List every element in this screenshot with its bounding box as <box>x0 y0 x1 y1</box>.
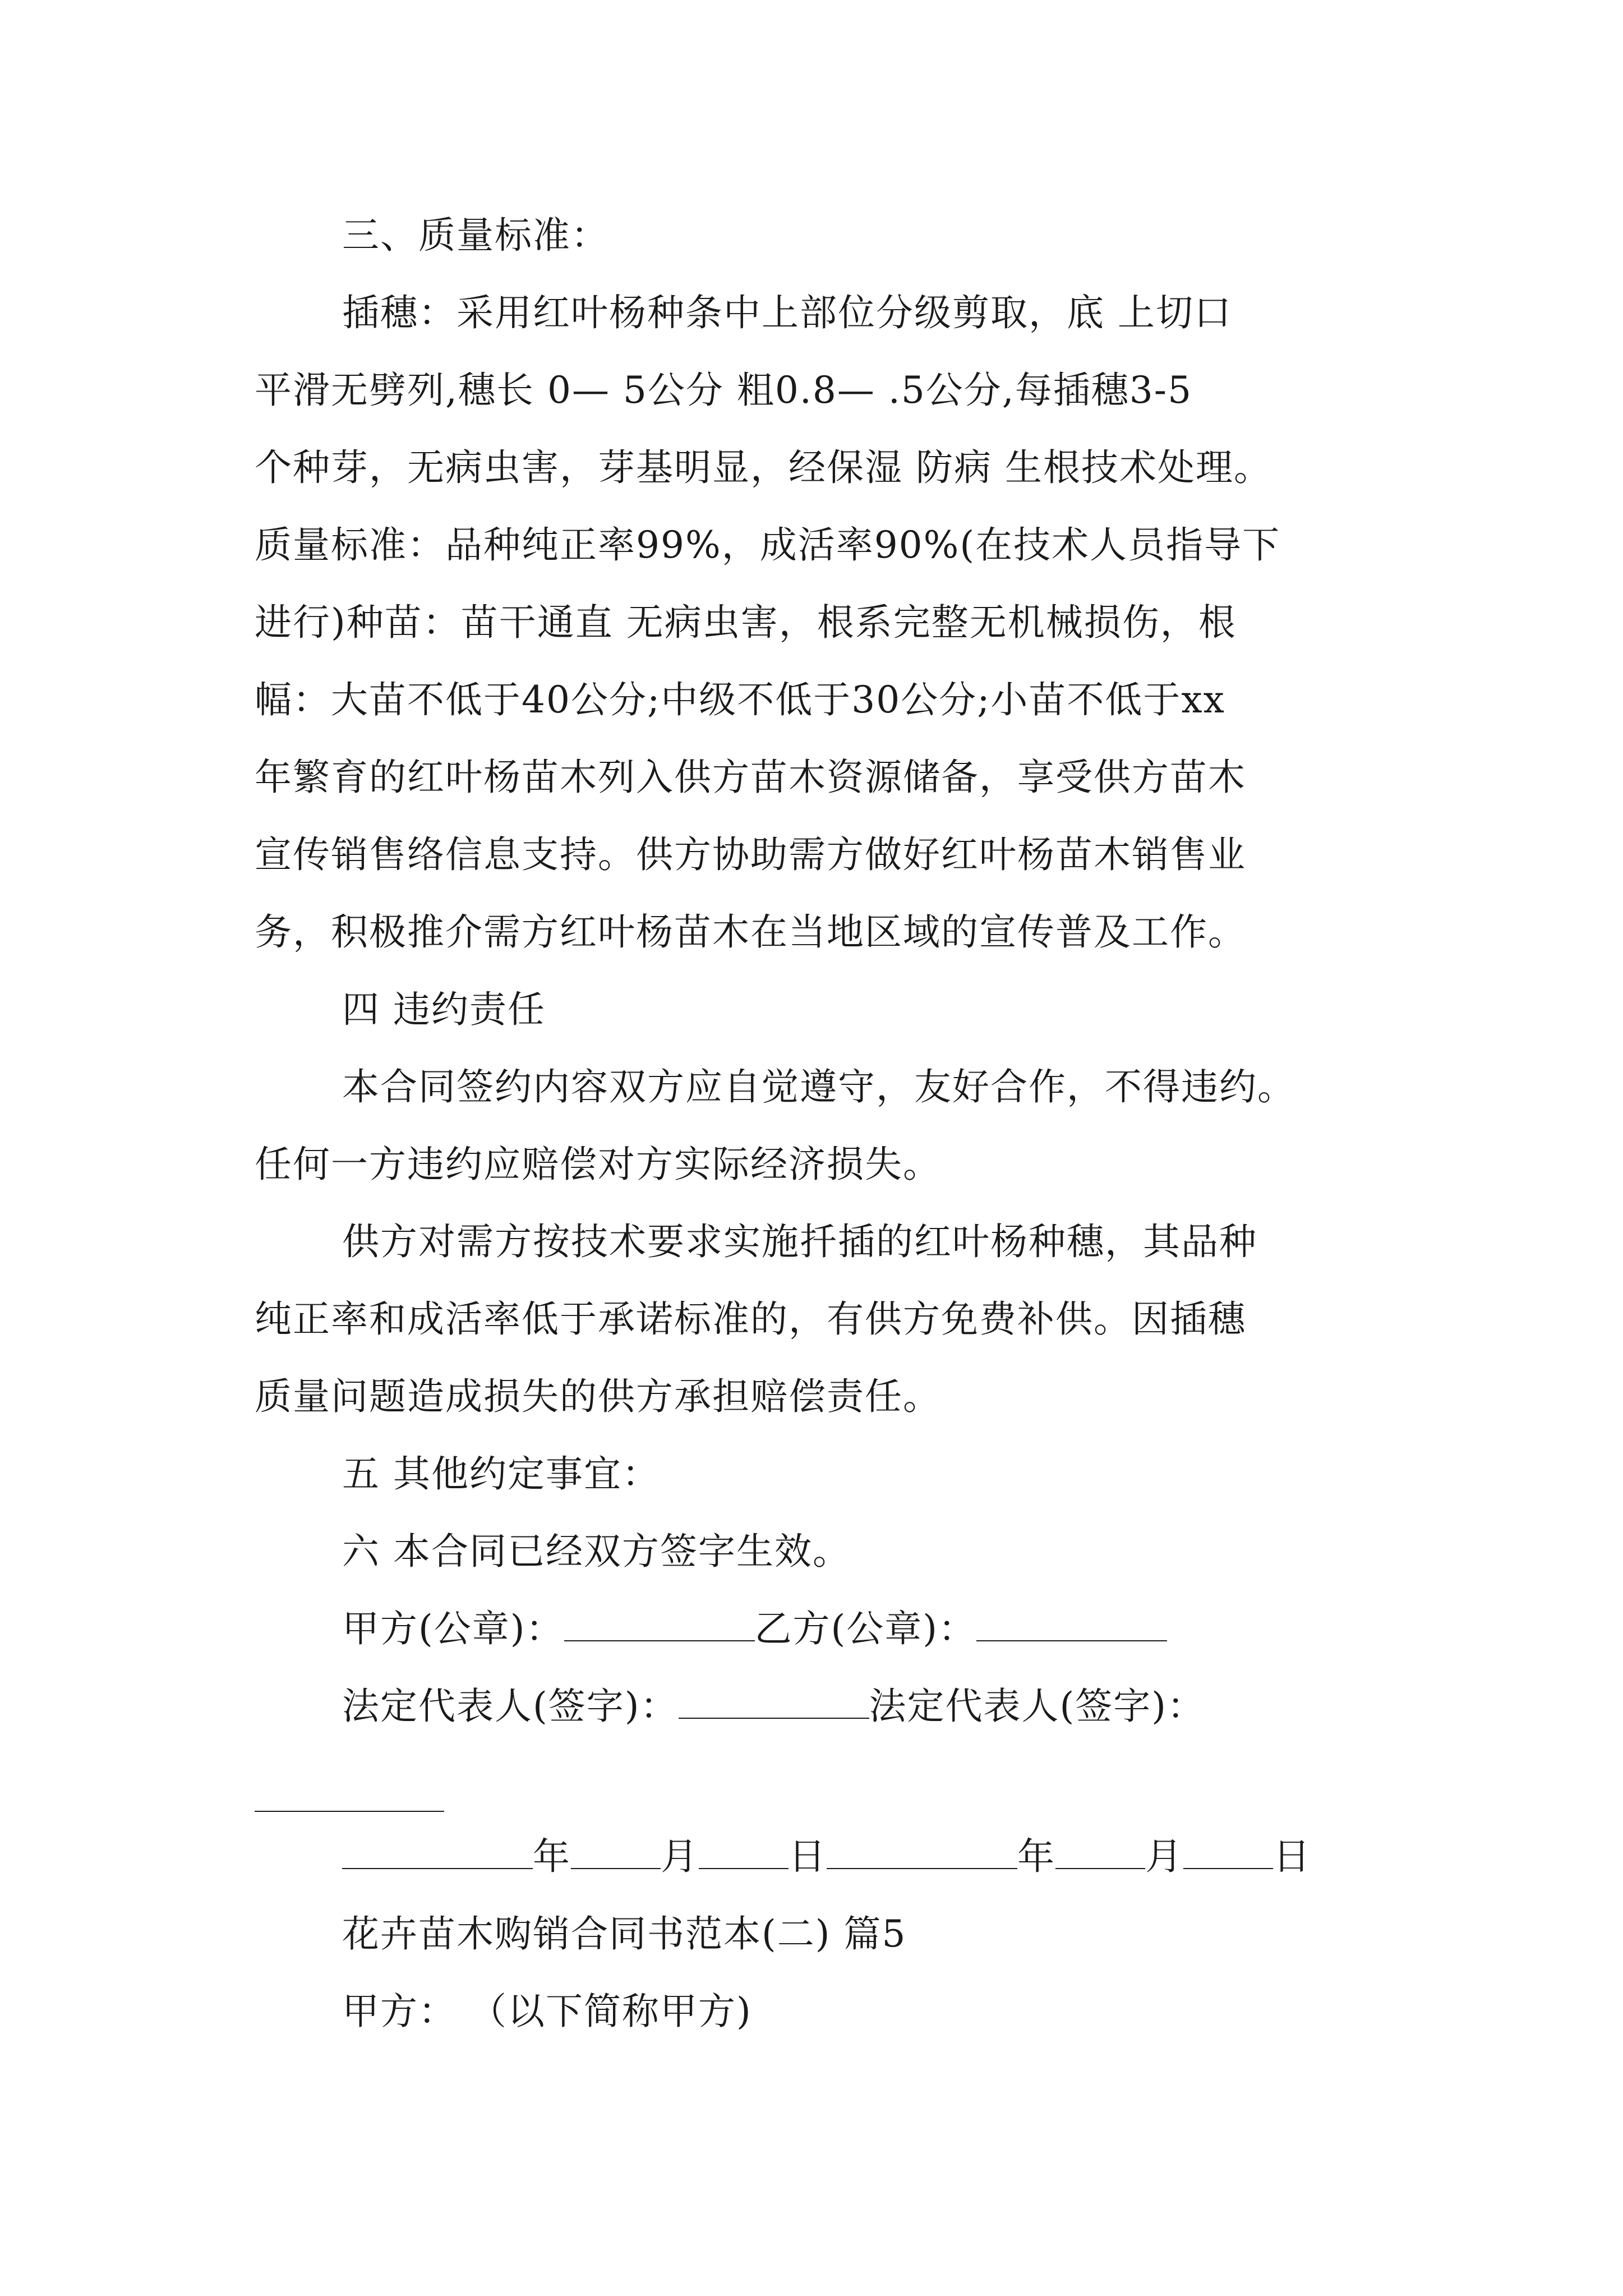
section-heading-breach: 四 违约责任 <box>342 988 546 1031</box>
paragraph-line: 质量问题造成损失的供方承担赔偿责任。 <box>255 1375 941 1418</box>
paragraph-line: 插穗：采用红叶杨种条中上部位分级剪取，底 上切口 <box>342 291 1232 334</box>
date-a-year-blank <box>342 1829 533 1869</box>
paragraph-line: 纯正率和成活率低于承诺标准的，有供方免费补供。因插穗 <box>255 1297 1246 1341</box>
date-a-month-label: 月 <box>661 1835 699 1878</box>
section-heading-other: 五 其他约定事宜： <box>342 1452 660 1496</box>
paragraph-line: 任何一方违约应赔偿对方实际经济损失。 <box>255 1143 941 1186</box>
party-a-seal-blank <box>564 1601 755 1641</box>
date-b-month-blank <box>1055 1829 1145 1869</box>
paragraph-line: 本合同签约内容双方应自觉遵守，友好合作，不得违约。 <box>342 1065 1295 1108</box>
paragraph-line: 个种芽，无病虫害，芽基明显，经保湿 防病 生根技术处理。 <box>255 446 1272 489</box>
party-b-seal-blank <box>976 1601 1167 1641</box>
paragraph-line: 平滑无劈列,穗长 0— 5公分 粗0.8— .5公分,每插穗3-5 <box>255 369 1193 412</box>
date-a-month-blank <box>571 1829 661 1869</box>
paragraph-line: 年繁育的红叶杨苗木列入供方苗木资源储备，享受供方苗木 <box>255 756 1246 799</box>
date-a-day-label: 日 <box>789 1835 827 1878</box>
date-b-month-label: 月 <box>1145 1835 1183 1878</box>
party-b-seal-label: 乙方(公章)： <box>754 1607 976 1650</box>
date-a-year-label: 年 <box>533 1835 571 1878</box>
section-heading-quality: 三、质量标准： <box>342 214 609 257</box>
party-a-seal-label: 甲方(公章)： <box>342 1607 564 1650</box>
paragraph-line: 供方对需方按技术要求实施扦插的红叶杨种穗，其品种 <box>342 1220 1257 1263</box>
signature-row-seal <box>342 1601 1167 1657</box>
section-heading-effective: 六 本合同已经双方签字生效。 <box>342 1530 851 1573</box>
party-a-legal-rep-label: 法定代表人(签字)： <box>342 1685 679 1728</box>
date-row <box>342 1829 1311 1885</box>
paragraph-line: 务，积极推介需方红叶杨苗木在当地区域的宣传普及工作。 <box>255 910 1246 954</box>
paragraph-line: 幅：大苗不低于40公分;中级不低于30公分;小苗不低于xx <box>255 678 1225 721</box>
next-contract-party-a: 甲方： （以下简称甲方) <box>342 1990 752 2033</box>
date-b-day-blank <box>1183 1829 1273 1869</box>
date-b-year-label: 年 <box>1017 1835 1055 1878</box>
party-b-legal-rep-blank <box>255 1811 444 1812</box>
date-b-day-label: 日 <box>1273 1835 1311 1878</box>
date-a-day-blank <box>699 1829 789 1869</box>
party-a-legal-rep-blank <box>679 1678 869 1719</box>
paragraph-line: 质量标准：品种纯正率99%，成活率90%(在技术人员指导下 <box>255 523 1281 567</box>
party-b-legal-rep-label: 法定代表人(签字)： <box>869 1685 1205 1728</box>
date-b-year-blank <box>827 1829 1017 1869</box>
paragraph-line: 宣传销售络信息支持。供方协助需方做好红叶杨苗木销售业 <box>255 833 1246 876</box>
next-contract-title: 花卉苗木购销合同书范本(二) 篇5 <box>342 1912 907 1955</box>
paragraph-line: 进行)种苗：苗干通直 无病虫害，根系完整无机械损伤，根 <box>255 601 1237 644</box>
signature-row-legal-rep <box>342 1678 1205 1734</box>
